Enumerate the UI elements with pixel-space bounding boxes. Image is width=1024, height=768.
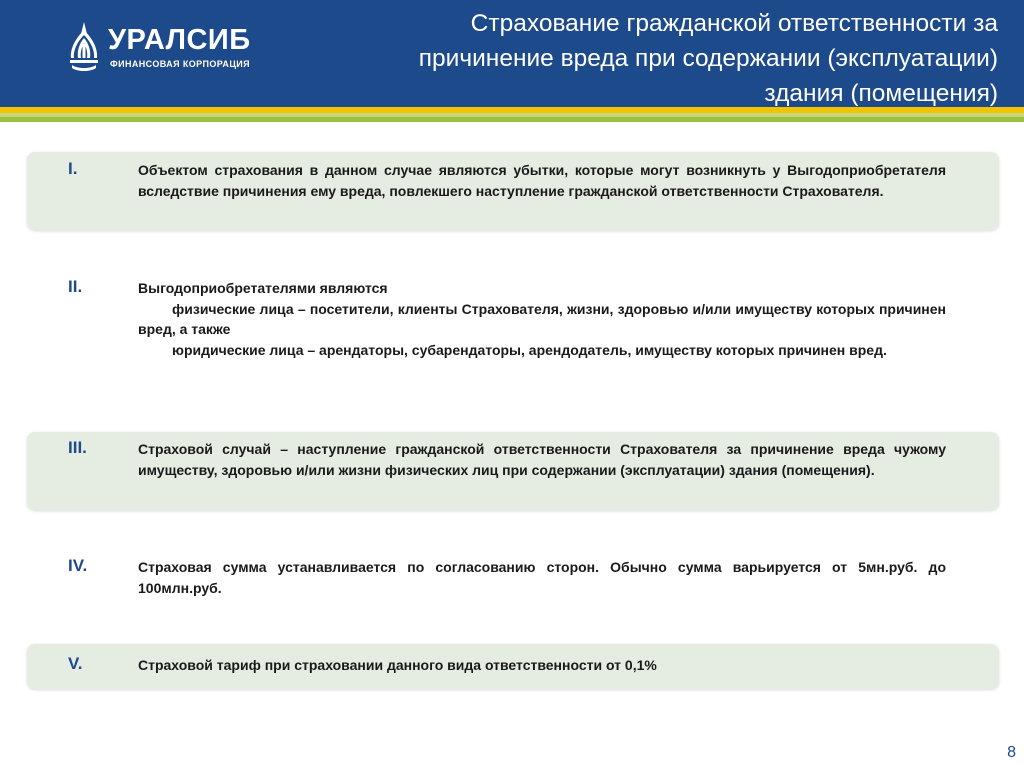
section-numeral: III. bbox=[68, 438, 87, 457]
section-numeral: II. bbox=[68, 277, 83, 296]
section-paragraph: Объектом страхования в данном случае являются убытки, которые могут возникнуть у Выгодоприобретателя вследствие причинения ему вреда, повлекшего наступление гражданской ответственности Страхователя. bbox=[138, 162, 946, 199]
section-text bbox=[138, 278, 946, 360]
section-paragraph: Страховой случай – наступление гражданской ответственности Страхователя за причинение вреда чужому имуществу, здоровью и/или жизни физических лиц при содержании (эксплуатации) здания (помещения). bbox=[138, 441, 946, 478]
section-paragraph: Страховой тариф при страховании данного вида ответственности от 0,1% bbox=[138, 657, 657, 673]
section-text bbox=[138, 160, 946, 201]
logo-subtitle: ФИНАНСОВАЯ КОРПОРАЦИЯ bbox=[110, 59, 251, 69]
section-paragraph: Выгодоприобретателями являются bbox=[138, 280, 388, 296]
uralsib-emblem-icon bbox=[64, 20, 104, 76]
title-line: здания (помещения) bbox=[764, 80, 998, 107]
title-line: причинение вреда при содержании (эксплуатации) bbox=[418, 45, 998, 72]
slide-title bbox=[238, 6, 998, 111]
section-text bbox=[138, 655, 946, 676]
section-numeral: V. bbox=[68, 654, 83, 673]
section-paragraph: Страховая сумма устанавливается по согласованию сторон. Обычно сумма варьируется от 5мн.руб. до 100млн.руб. bbox=[138, 559, 946, 596]
section-paragraph: физические лица – посетители, клиенты Страхователя, жизни, здоровью и/или имуществу которых причинен вред, а также bbox=[138, 300, 946, 337]
section-text bbox=[138, 557, 946, 598]
section-paragraph: юридические лица – арендаторы, субарендаторы, арендодатель, имуществу которых причинен вред. bbox=[172, 341, 887, 358]
page-number: 8 bbox=[1007, 744, 1016, 761]
header-stripe-green bbox=[0, 117, 1024, 122]
logo-name: УРАЛСИБ bbox=[108, 24, 251, 56]
section-numeral: I. bbox=[68, 159, 78, 178]
section-text bbox=[138, 439, 946, 480]
title-line: Страхование гражданской ответственности за bbox=[470, 10, 998, 37]
company-logo bbox=[64, 20, 251, 80]
section-numeral: IV. bbox=[68, 556, 88, 575]
